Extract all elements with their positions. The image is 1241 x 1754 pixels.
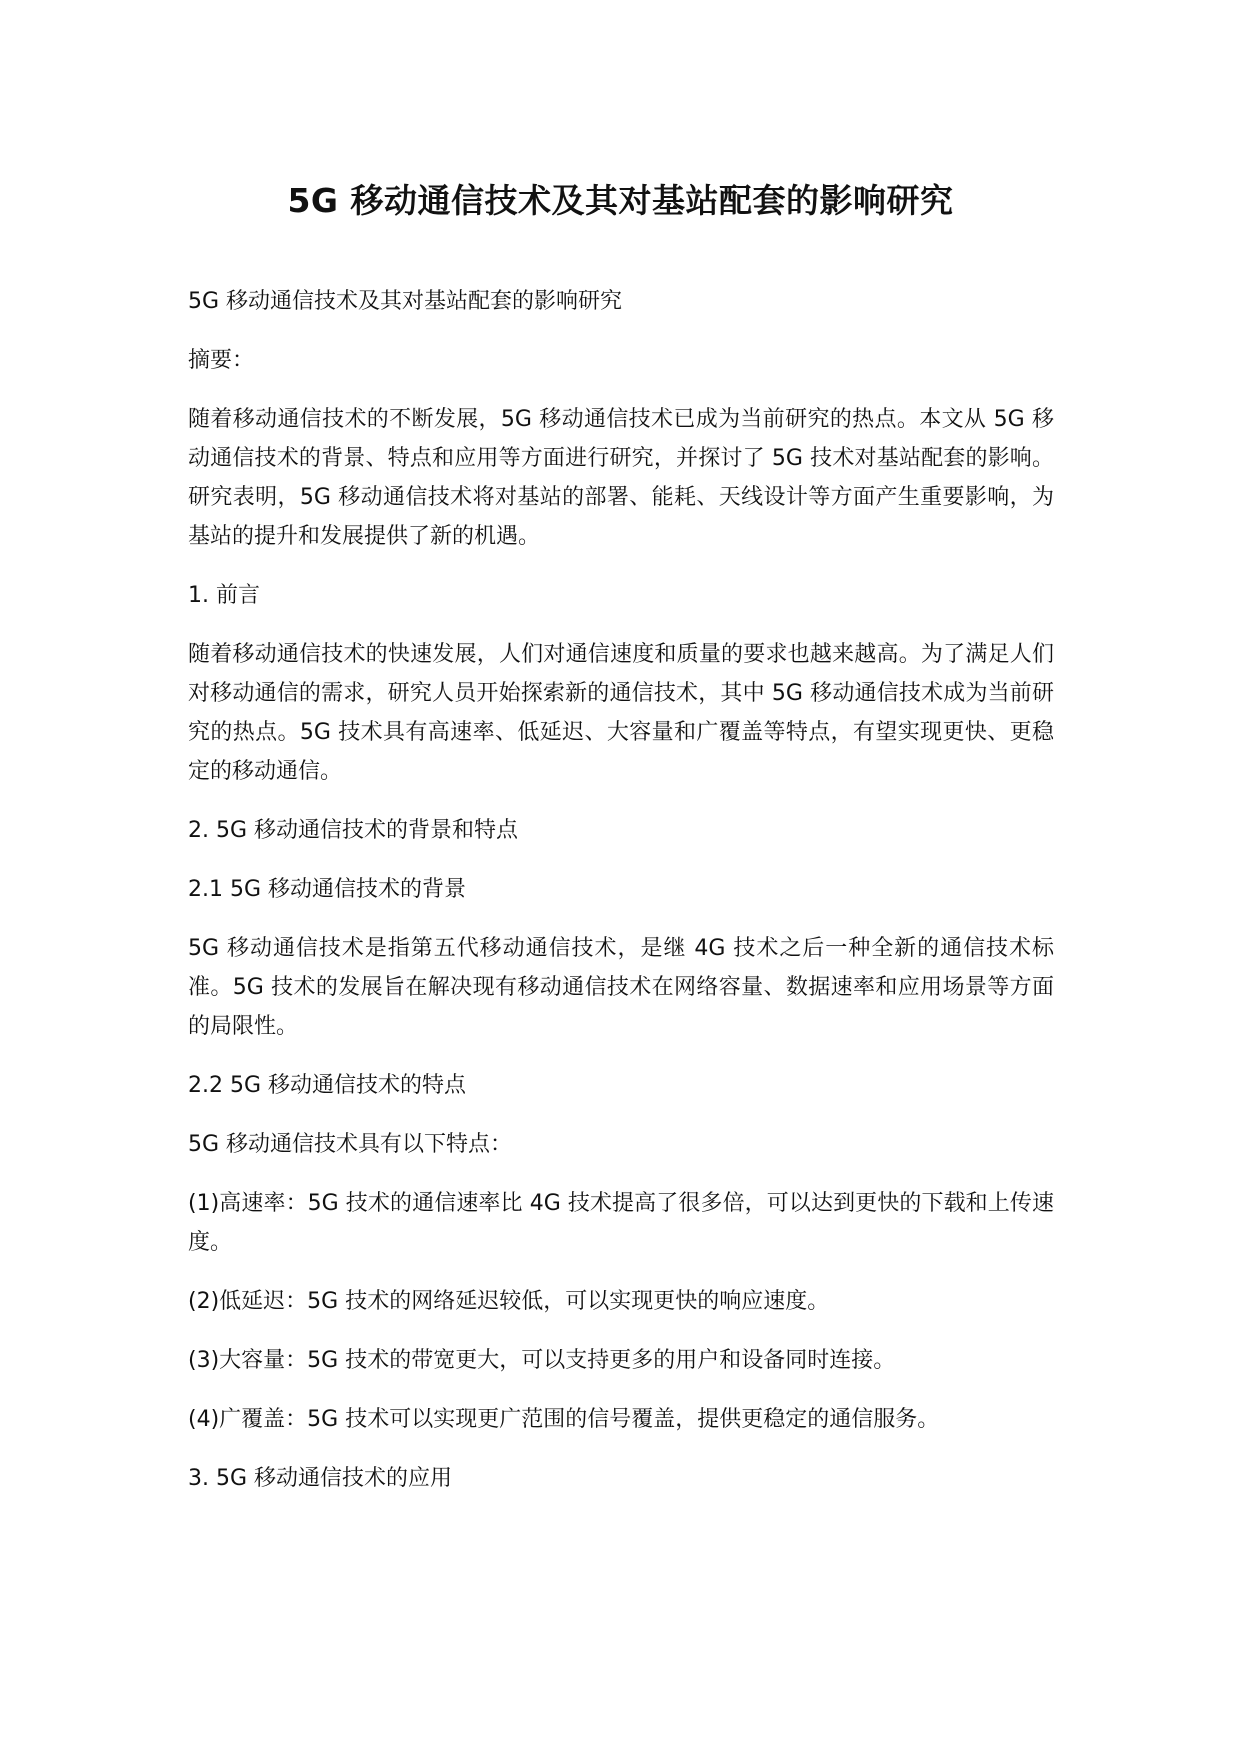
list-item-feature-2: (2)低延迟：5G 技术的网络延迟较低，可以实现更快的响应速度。 [188,1289,830,1314]
list-item-feature-3: (3)大容量：5G 技术的带宽更大，可以支持更多的用户和设备同时连接。 [188,1348,896,1373]
paragraph-abstract: 随着移动通信技术的不断发展，5G 移动通信技术已成为当前研究的热点。本文从 5G 移动通信技术的背景、特点和应用等方面进行研究，并探讨了 5G 技术对基站配套的影响。研究表明，5G 移动通信技术将对基站的部署、能耗、天线设计等方面产生重要影响，为基站的提升和发展提供了新的机遇。 [188,407,1054,549]
paragraph-background: 5G 移动通信技术是指第五代移动通信技术，是继 4G 技术之后一种全新的通信技术标准。5G 技术的发展旨在解决现有移动通信技术在网络容量、数据速率和应用场景等方面的局限性。 [188,936,1054,1039]
page-title: 5G 移动通信技术及其对基站配套的影响研究 [287,181,954,220]
heading-section-1: 1. 前言 [188,583,260,608]
paragraph-intro: 随着移动通信技术的快速发展，人们对通信速度和质量的要求也越来越高。为了满足人们对移动通信的需求，研究人员开始探索新的通信技术，其中 5G 移动通信技术成为当前研究的热点。5G 技术具有高速率、低延迟、大容量和广覆盖等特点，有望实现更快、更稳定的移动通信。 [188,642,1054,784]
heading-section-2-1: 2.1 5G 移动通信技术的背景 [188,877,467,902]
list-item-feature-1: (1)高速率：5G 技术的通信速率比 4G 技术提高了很多倍，可以达到更快的下载和上传速度。 [188,1191,1054,1255]
heading-section-2: 2. 5G 移动通信技术的背景和特点 [188,818,519,843]
heading-section-2-2: 2.2 5G 移动通信技术的特点 [188,1073,467,1098]
list-item-feature-4: (4)广覆盖：5G 技术可以实现更广范围的信号覆盖，提供更稳定的通信服务。 [188,1407,940,1432]
paragraph-subtitle: 5G 移动通信技术及其对基站配套的影响研究 [188,289,623,314]
paragraph-features-intro: 5G 移动通信技术具有以下特点： [188,1132,513,1157]
paragraph-abstract-label: 摘要： [188,348,255,373]
heading-section-3: 3. 5G 移动通信技术的应用 [188,1466,453,1491]
document-body [188,282,1054,1518]
